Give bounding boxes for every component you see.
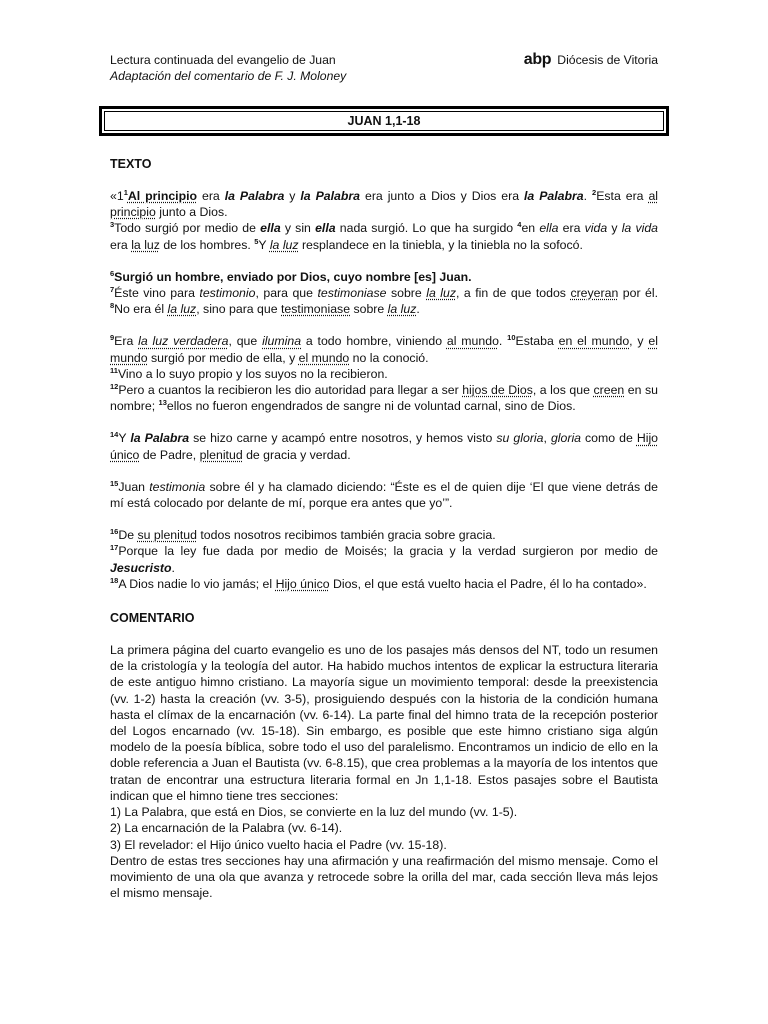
verses-12-13: $^{12}$Pero a cuantos la recibieron les dio autoridad para llegar a ser hijos de Dios, a los que creen en su nombre; $^{13}$ellos no fueron engendrados de sangre ni de voluntad carnal, sino de Dios.: [110, 382, 658, 414]
verses-9-10: $^9$Era la luz verdadera, que ilumina a todo hombre, viniendo al mundo. $^{10}$Estaba en el mundo, y el mundo surgió por medio de ella, y el mundo no la conoció.: [110, 333, 658, 365]
commentary-paragraph-1: La primera página del cuarto evangelio es uno de los pasajes más densos del NT, todo un resumen de la cristología y la teología del autor. Ha habido muchos intentos de explicar la estructura literaria de este antiguo himno cristiano. La mayoría sigue un movimiento temporal: desde la preexistencia (vv. 1-2) hasta la creación (vv. 3-5), prosiguiendo después con la historia de la condición humana hasta el clímax de la encarnación (vv. 6-14). La parte final del himno trata de la recepción posterior del Logos encarnado (vv. 15-18). Sin embargo, es posible que este himno cristiano siga algún modelo de la poesía bíblica, sobre todo el uso del paralelismo. Encontramos un indicio de ello en la doble referencia a Juan el Bautista (vv. 6-8.15), que crea problemas a la mayoría de los intentos que tratan de encontrar una estructura literaria formal en Jn 1,1-18. Estos pasajes sobre el Bautista indican que el himno tiene tres secciones:: [110, 643, 658, 803]
header-title: Lectura continuada del evangelio de Juan: [110, 53, 336, 67]
commentary-item-3: 3) El revelador: el Hijo único vuelto hacia el Padre (vv. 15-18).: [110, 837, 447, 852]
gospel-text: [110, 188, 658, 592]
abp-logo: abp: [523, 51, 552, 68]
verse-15: $^{15}$Juan testimonia sobre él y ha clamado diciendo: “Éste es el de quien dije ‘El que viene detrás de mí está colocado por delante de mí, porque era antes que yo’”.: [110, 478, 658, 511]
verse-11: $^{11}$Vino a lo suyo propio y los suyos no la recibieron.: [110, 365, 388, 381]
diocese-block: [524, 52, 658, 68]
passage-title: JUAN 1,1-18: [104, 111, 664, 131]
commentary-text: [110, 642, 658, 901]
commentary-item-1: 1) La Palabra, que está en Dios, se convierte en la luz del mundo (vv. 1-5).: [110, 805, 518, 820]
title-box: [99, 106, 669, 136]
header-subtitle: Adaptación del comentario de F. J. Moloney: [110, 69, 347, 83]
texto-heading: TEXTO: [110, 157, 152, 171]
verse-6: $^6$Surgió un hombre, enviado por Dios, cuyo nombre [es] Juan.: [110, 268, 472, 284]
verses-3-5: $^3$Todo surgió por medio de ella y sin ella nada surgió. Lo que ha surgido $^4$en ella era vida y la vida era la luz de los hombres. $^5$Y la luz resplandece en la tiniebla, y la tiniebla no la sofocó.: [110, 220, 659, 252]
verses-7-8: $^7$Éste vino para testimonio, para que testimoniase sobre la luz, a fin de que todos creyeran por él. $^8$No era él la luz, sino para que testimoniase sobre la luz.: [110, 285, 659, 317]
verse-14: $^{14}$Y la Palabra se hizo carne y acampó entre nosotros, y hemos visto su gloria, gloria como de Hijo único de Padre, plenitud de gracia y verdad.: [110, 430, 659, 462]
commentary-item-2: 2) La encarnación de la Palabra (vv. 6-14).: [110, 821, 343, 836]
verse-16: $^{16}$De su plenitud todos nosotros recibimos también gracia sobre gracia.: [110, 527, 496, 543]
document-page: [110, 52, 658, 901]
verse-18: $^{18}$A Dios nadie lo vio jamás; el Hijo único Dios, el que está vuelto hacia el Padre, él lo ha contado».: [110, 575, 647, 591]
comentario-heading: COMENTARIO: [110, 611, 195, 626]
commentary-paragraph-2: Dentro de estas tres secciones hay una afirmación y una reafirmación del mismo mensaje. Como el movimiento de una ola que avanza y retrocede sobre la orilla del mar, cada sección lleva más lejos el mismo mensaje.: [110, 853, 658, 901]
verse-17: $^{17}$Porque la ley fue dada por medio de Moisés; la gracia y la verdad surgieron por medio de Jesucristo.: [110, 543, 658, 575]
document-header: [110, 52, 658, 84]
diocese-name: Diócesis de Vitoria: [557, 53, 658, 67]
verses-1-2: «$1^1Al$ principio era la Palabra y la Palabra era junto a Dios y Dios era la Palabra. $^2$Esta era al principio junto a Dios.: [110, 188, 659, 220]
